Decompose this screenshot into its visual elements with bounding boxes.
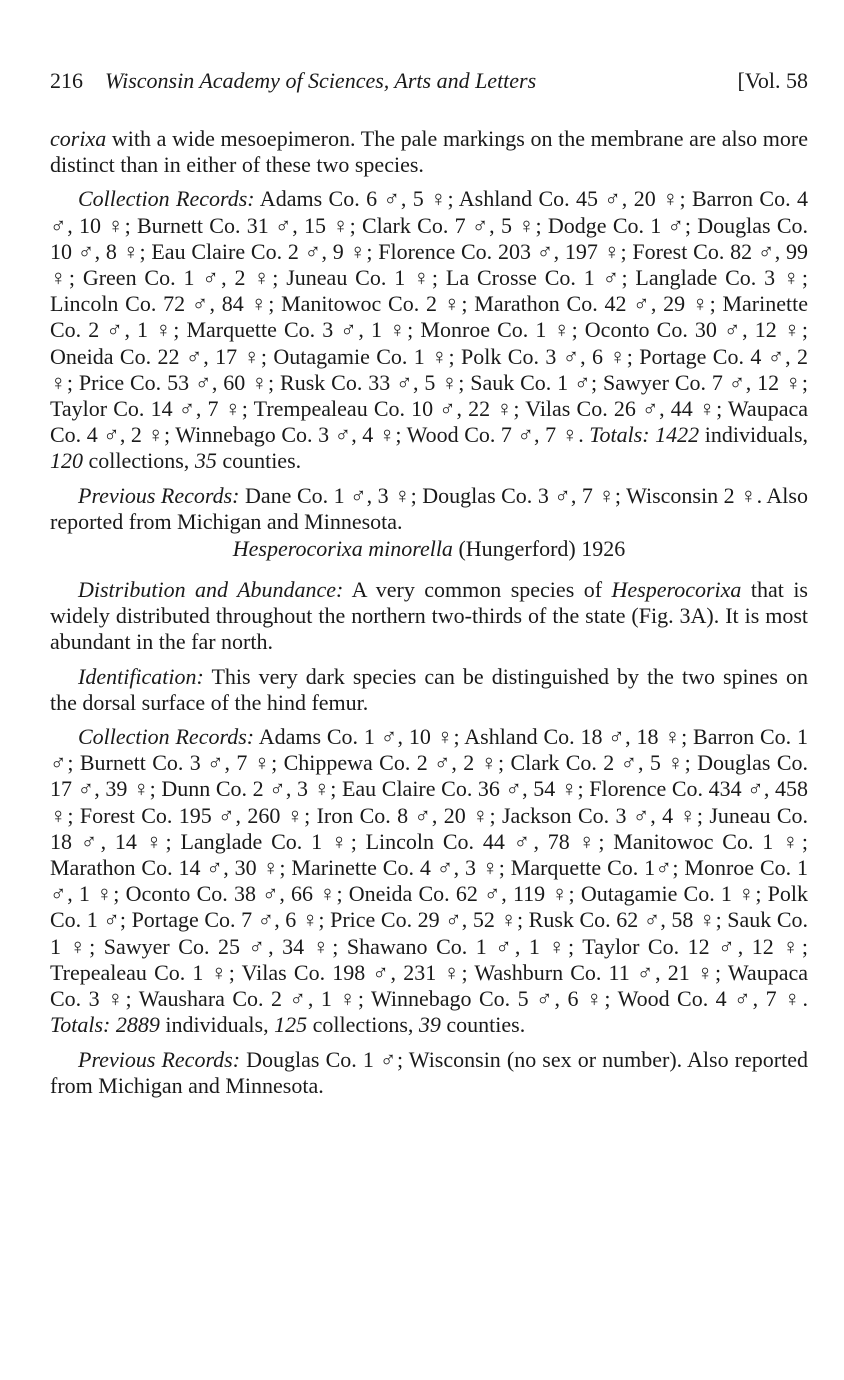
section-label: Collection Records:	[78, 186, 255, 212]
section-label: Identification:	[78, 663, 204, 689]
species-authority: (Hungerford) 1926	[452, 536, 626, 562]
journal-title: Wisconsin Academy of Sciences, Arts and Letters	[105, 68, 537, 93]
records-text: Adams Co. 1 ♂, 10 ♀; Ashland Co. 18 ♂, 18 ♀; Barron Co. 1 ♂; Burnett Co. 3 ♂, 7 ♀; Chippewa Co. 2 ♂, 2 ♀; Clark Co. 2 ♂, 5 ♀; Douglas Co. 17 ♂, 39 ♀; Dunn Co. 2 ♂, 3 ♀; Eau Claire Co. 36 ♂, 54 ♀; Florence Co. 434 ♂, 458 ♀; Forest Co. 195 ♂, 260 ♀; Iron Co. 8 ♂, 20 ♀; Jackson Co. 3 ♂, 4 ♀; Juneau Co. 18 ♂, 14 ♀; Langlade Co. 1 ♀; Lincoln Co. 44 ♂, 78 ♀; Manitowoc Co. 1 ♀; Marathon Co. 14 ♂, 30 ♀; Marinette Co. 4 ♂, 3 ♀; Marquette Co. 1♂; Monroe Co. 1 ♂, 1 ♀; Oconto Co. 38 ♂, 66 ♀; Oneida Co. 62 ♂, 119 ♀; Outagamie Co. 1 ♀; Polk Co. 1 ♂; Portage Co. 7 ♂, 6 ♀; Price Co. 29 ♂, 52 ♀; Rusk Co. 62 ♂, 58 ♀; Sauk Co. 1 ♀; Sawyer Co. 25 ♂, 34 ♀; Shawano Co. 1 ♂, 1 ♀; Taylor Co. 12 ♂, 12 ♀; Trepealeau Co. 1 ♀; Vilas Co. 198 ♂, 231 ♀; Washburn Co. 11 ♂, 21 ♀; Waupaca Co. 3 ♀; Waushara Co. 2 ♂, 1 ♀; Winnebago Co. 5 ♂, 6 ♀; Wood Co. 4 ♂, 7 ♀.	[50, 724, 808, 1012]
paragraph-text: that is widely distributed throughout the northern two-thirds of the state (Fig. 3A). It is most abundant in the far north.	[50, 577, 808, 655]
records-text: Douglas Co. 1 ♂; Wisconsin (no sex or number). Also reported from Michigan and Minnesota.	[50, 1046, 808, 1098]
page-number: 216	[50, 68, 83, 93]
genus-fragment: corixa	[50, 126, 107, 151]
section-label: Collection Records:	[78, 724, 255, 750]
paragraph-text: A very common species of	[343, 577, 612, 603]
collection-records-paragraph	[50, 186, 808, 474]
page-body	[50, 66, 808, 1099]
section-label: Previous Records:	[78, 1046, 241, 1072]
paragraph-text: This very dark species can be distinguished by the two spines on the dorsal surface of the hind femur.	[50, 663, 808, 715]
species-heading	[50, 535, 808, 563]
previous-records-paragraph	[50, 1047, 808, 1099]
totals-counties: 39	[418, 1012, 441, 1038]
distribution-paragraph	[50, 577, 808, 656]
totals-text: collections,	[83, 448, 195, 474]
totals-collections: 120	[50, 448, 83, 474]
totals-text: collections,	[307, 1012, 419, 1038]
collection-records-paragraph	[50, 724, 808, 1038]
records-text: Dane Co. 1 ♂, 3 ♀; Douglas Co. 3 ♂, 7 ♀; Wisconsin 2 ♀. Also reported from Michigan and Minnesota.	[50, 482, 808, 534]
genus-name: Hesperocorixa	[611, 577, 742, 603]
running-head	[50, 66, 808, 96]
totals-text: counties.	[440, 1012, 526, 1038]
totals-collections: 125	[274, 1012, 308, 1038]
totals-label: Totals:	[589, 422, 650, 448]
species-name: Hesperocorixa minorella	[232, 536, 453, 562]
totals-text: individuals,	[159, 1012, 275, 1038]
section-label: Distribution and Abundance:	[78, 577, 344, 603]
totals-individuals: 2889	[115, 1012, 160, 1038]
paragraph-continuation	[50, 126, 808, 178]
records-text: Adams Co. 6 ♂, 5 ♀; Ashland Co. 45 ♂, 20 ♀; Barron Co. 4 ♂, 10 ♀; Burnett Co. 31 ♂, 15 ♀; Clark Co. 7 ♂, 5 ♀; Dodge Co. 1 ♂; Douglas Co. 10 ♂, 8 ♀; Eau Claire Co. 2 ♂, 9 ♀; Florence Co. 203 ♂, 197 ♀; Forest Co. 82 ♂, 99 ♀; Green Co. 1 ♂, 2 ♀; Juneau Co. 1 ♀; La Crosse Co. 1 ♂; Langlade Co. 3 ♀; Lincoln Co. 72 ♂, 84 ♀; Manitowoc Co. 2 ♀; Marathon Co. 42 ♂, 29 ♀; Marinette Co. 2 ♂, 1 ♀; Marquette Co. 3 ♂, 1 ♀; Monroe Co. 1 ♀; Oconto Co. 30 ♂, 12 ♀; Oneida Co. 22 ♂, 17 ♀; Outagamie Co. 1 ♀; Polk Co. 3 ♂, 6 ♀; Portage Co. 4 ♂, 2 ♀; Price Co. 53 ♂, 60 ♀; Rusk Co. 33 ♂, 5 ♀; Sauk Co. 1 ♂; Sawyer Co. 7 ♂, 12 ♀; Taylor Co. 14 ♂, 7 ♀; Trempealeau Co. 10 ♂, 22 ♀; Vilas Co. 26 ♂, 44 ♀; Waupaca Co. 4 ♂, 2 ♀; Winnebago Co. 3 ♂, 4 ♀; Wood Co. 7 ♂, 7 ♀.	[50, 186, 808, 448]
totals-label: Totals:	[50, 1012, 111, 1038]
identification-paragraph	[50, 664, 808, 716]
previous-records-paragraph	[50, 483, 808, 535]
section-label: Previous Records:	[78, 482, 240, 508]
volume-label: [Vol. 58	[737, 68, 808, 93]
totals-text: individuals,	[699, 422, 809, 448]
totals-counties: 35	[194, 448, 217, 474]
paragraph-text: with a wide mesoepimeron. The pale markings on the membrane are also more distinct than in either of these two species.	[50, 126, 808, 178]
totals-text: counties.	[216, 448, 302, 474]
totals-individuals: 1422	[655, 422, 700, 448]
